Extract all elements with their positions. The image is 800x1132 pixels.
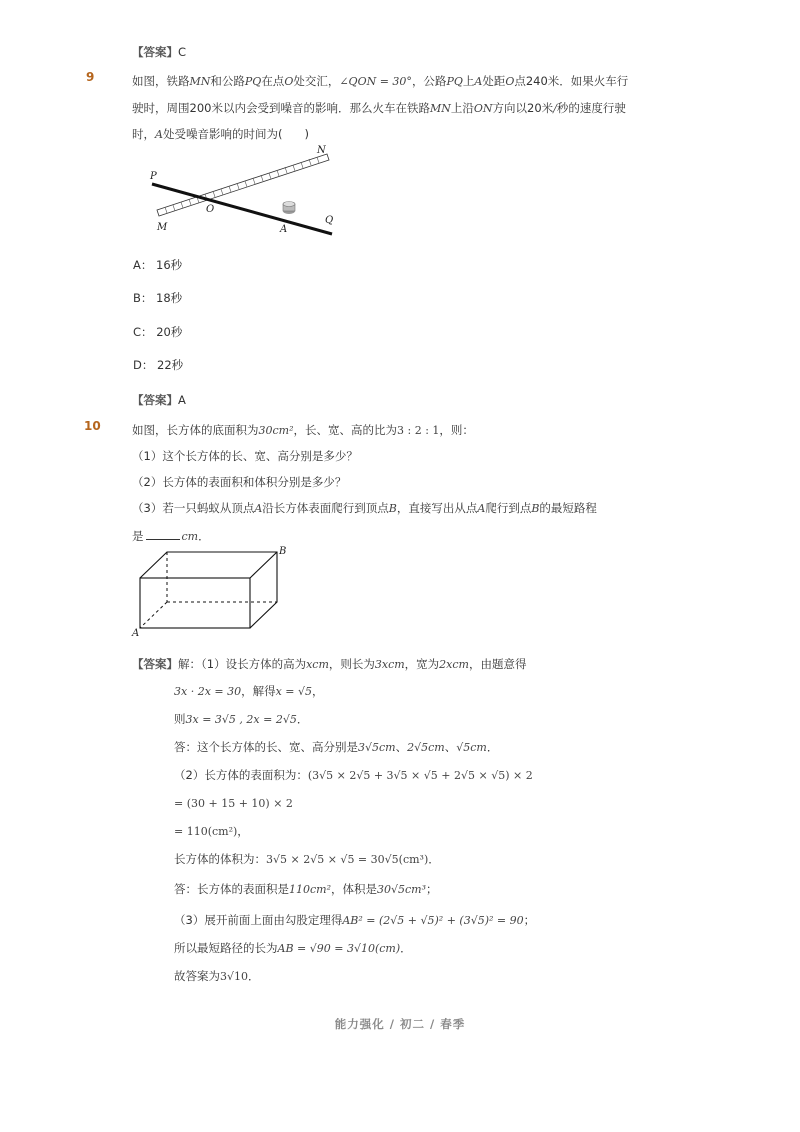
solution-line: 答：这个长方体的长、宽、高分别是3√5cm、2√5cm、√5cm． — [174, 740, 499, 754]
label-p: P — [150, 171, 157, 182]
answer-blank[interactable] — [146, 529, 180, 540]
question-number: 9 — [86, 70, 95, 84]
label-q: Q — [325, 215, 334, 226]
q10-text-line: 如图，长方体的底面积为30cm²，长、宽、高的比为3 : 2 : 1，则： — [132, 423, 474, 437]
option-a[interactable]: A： 16秒 — [133, 258, 183, 272]
vertex-a-label: A — [132, 628, 140, 639]
cuboid-visible-edges — [140, 552, 277, 628]
vertex-b-label: B — [279, 546, 287, 557]
railway-mn — [157, 154, 329, 216]
solution-line: 长方体的体积为：3√5 × 2√5 × √5 = 30√5(cm³)． — [174, 852, 440, 866]
noise-source-icon — [283, 202, 295, 215]
q10-subquestion: （2）长方体的表面积和体积分别是多少？ — [132, 475, 347, 489]
option-c[interactable]: C： 20秒 — [133, 325, 183, 339]
solution-line: 所以最短路径的长为AB = √90 = 3√10(cm)． — [174, 941, 412, 955]
cuboid-front-face — [140, 578, 250, 628]
railway-road-diagram — [140, 142, 340, 238]
solution-line: = (30 + 15 + 10) × 2 — [174, 797, 293, 810]
label-n: N — [317, 145, 326, 156]
solution-line: 3x · 2x = 30，解得x = √5， — [174, 684, 324, 698]
q9-text-line: 驶时，周围200米以内会受到噪音的影响．那么火车在铁路MN上沿ON方向以20米/秒的速度行驶 — [132, 101, 626, 115]
q10-subquestion: （3）若一只蚂蚁从顶点A沿长方体表面爬行到顶点B，直接写出从点A爬行到点B的最短路程 — [132, 501, 597, 515]
q9-text-line: 时，A处受噪音影响的时间为( ) — [132, 127, 309, 141]
option-d[interactable]: D： 22秒 — [133, 358, 184, 372]
answer-label: 【答案】 — [132, 393, 178, 407]
label-o: O — [206, 204, 215, 215]
option-b[interactable]: B： 18秒 — [133, 291, 183, 305]
label-m: M — [157, 222, 168, 233]
answer-value: C — [178, 45, 187, 59]
solution-line: 答：长方体的表面积是110cm²，体积是30√5cm³； — [174, 882, 438, 896]
solution-line: 故答案为3√10． — [174, 969, 260, 983]
solution-line: 则3x = 3√5 , 2x = 2√5． — [174, 712, 309, 726]
answer-label: 【答案】 — [132, 657, 178, 671]
solution-line: （3）展开前面上面由勾股定理得AB² = (2√5 + √5)² + (3√5)² = 90； — [174, 913, 536, 927]
q10-subquestion: （1）这个长方体的长、宽、高分别是多少？ — [132, 449, 358, 463]
cuboid-hidden-edges — [140, 552, 277, 628]
answer-value: A — [178, 393, 186, 407]
question-number: 10 — [84, 419, 101, 433]
prev-answer — [132, 44, 186, 60]
label-a: A — [280, 224, 288, 235]
solution-line: 【答案】解：（1）设长方体的高为xcm，则长为3xcm，宽为2xcm，由题意得 — [132, 657, 527, 671]
answer-label: 【答案】 — [132, 45, 178, 59]
solution-line: = 110(cm²)， — [174, 824, 249, 838]
cuboid-diagram — [130, 543, 290, 639]
q9-answer — [132, 392, 186, 408]
solution-line: （2）长方体的表面积为：(3√5 × 2√5 + 3√5 × √5 + 2√5 × √5) × 2 — [174, 768, 533, 782]
page-footer: 能力强化 / 初二 / 春季 — [334, 1017, 466, 1031]
q10-subquestion: 是 cm． — [132, 529, 210, 543]
q9-text-line: 如图，铁路MN和公路PQ在点O处交汇，∠QON = 30°，公路PQ上A处距O点240米．如果火车行 — [132, 74, 629, 88]
